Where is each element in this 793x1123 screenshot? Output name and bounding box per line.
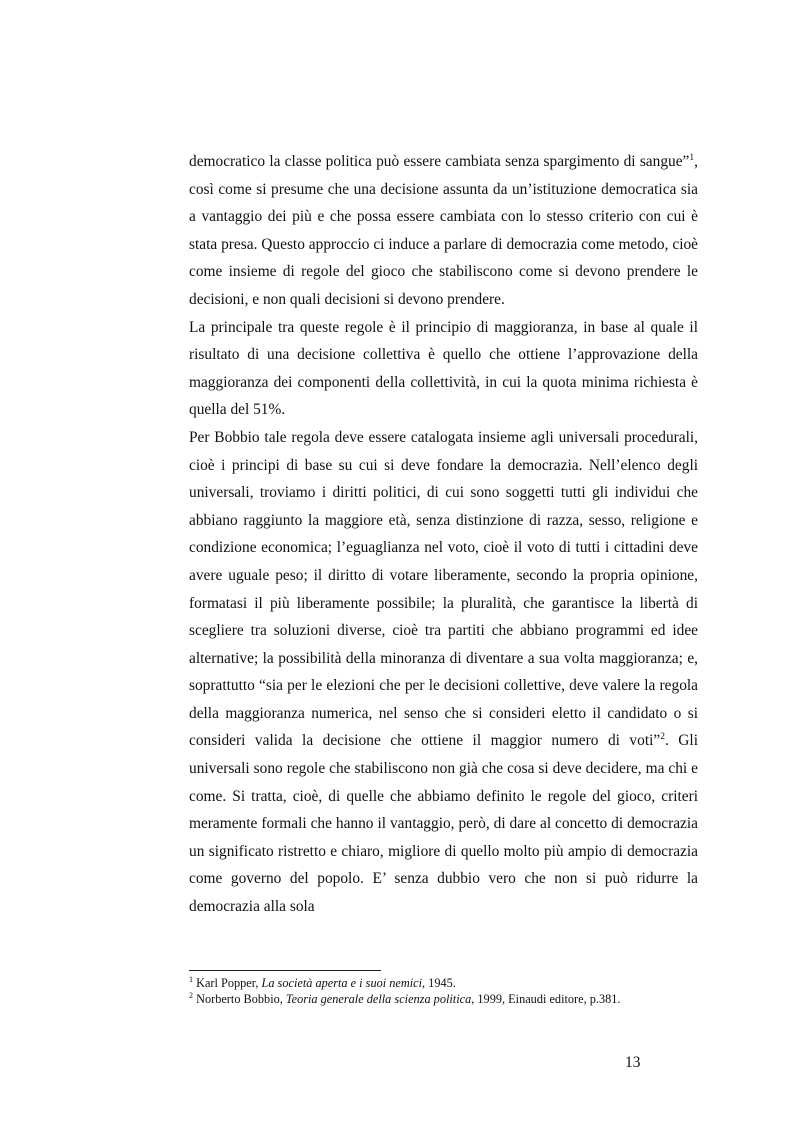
page-number: 13 [625,1054,641,1071]
footnote-title: Teoria generale della scienza politica [285,991,472,1006]
footnote-number: 1 [189,974,193,984]
paragraph-2 [189,314,698,424]
paragraph-3 [189,424,698,921]
footnotes [189,976,709,1007]
footnote-author: Norberto Bobbio, [196,991,286,1006]
footnote-title: La società aperta e i suoi nemici [261,976,423,990]
paragraph-text: . Gli universali sono regole che stabiliscono non già che cosa si deve decidere, ma chi e come. Si tratta, cioè, di quelle che abbiamo definito le regole del gioco, criteri meramente formali che hanno il vantaggio, però, di dare al concetto di democrazia un significato ristretto e chiaro, migliore di quello molto più ampio di democrazia come governo del popolo. E’ senza dubbio vero che non si può ridurre la democrazia alla sola [189,732,698,916]
paragraph-1 [189,148,698,314]
footnote-separator [189,970,381,971]
footnote-author: Karl Popper, [196,976,262,990]
footnote-details: , 1999, Einaudi editore, p.381. [471,991,621,1006]
body-text [189,148,698,921]
footnote-2 [189,992,709,1008]
footnote-number: 2 [189,990,193,1000]
paragraph-text: , così come si presume che una decisione assunta da un’istituzione democratica sia a vantaggio dei più e che possa essere cambiata con lo stesso criterio con cui è stata presa. Questo approccio ci induce a parlare di democrazia come metodo, cioè come insieme di regole del gioco che stabiliscono come si devono prendere le decisioni, e non quali decisioni si devono prendere. [189,153,698,308]
footnote-ref-1: 1 [689,152,695,163]
paragraph-text: democratico la classe politica può essere cambiata senza spargimento di sangue” [189,153,690,170]
footnote-1 [189,976,709,992]
footnote-details: , 1945. [422,976,456,990]
footnote-ref-2: 2 [660,732,665,743]
paragraph-text: La principale tra queste regole è il principio di maggioranza, in base al quale il risultato di una decisione collettiva è quello che ottiene l’approvazione della maggioranza dei componenti della collettività, in cui la quota minima richiesta è quella del 51%. [189,318,698,419]
paragraph-text: Per Bobbio tale regola deve essere catalogata insieme agli universali procedurali, cioè i principi di base su cui si deve fondare la democrazia. Nell’elenco degli universali, troviamo i diritti politici, di cui sono soggetti tutti gli individui che abbiano raggiunto la maggiore età, senza distinzione di razza, sesso, religione e condizione economica; l’eguaglianza nel voto, cioè il voto di tutti i cittadini deve avere uguale peso; il diritto di votare liberamente, secondo la propria opinione, formatasi il più liberamente possibile; la pluralità, che garantisce la libertà di scegliere tra soluzioni diverse, cioè tra partiti che abbiano programmi ed idee alternative; la possibilità della minoranza di diventare a sua volta maggioranza; e, soprattutto “sia per le elezioni che per le decisioni collettive, deve valere la regola della maggioranza numerica, nel senso che si consideri eletto il candidato o si consideri valida la decisione che ottiene il maggior numero di voti” [189,428,698,750]
